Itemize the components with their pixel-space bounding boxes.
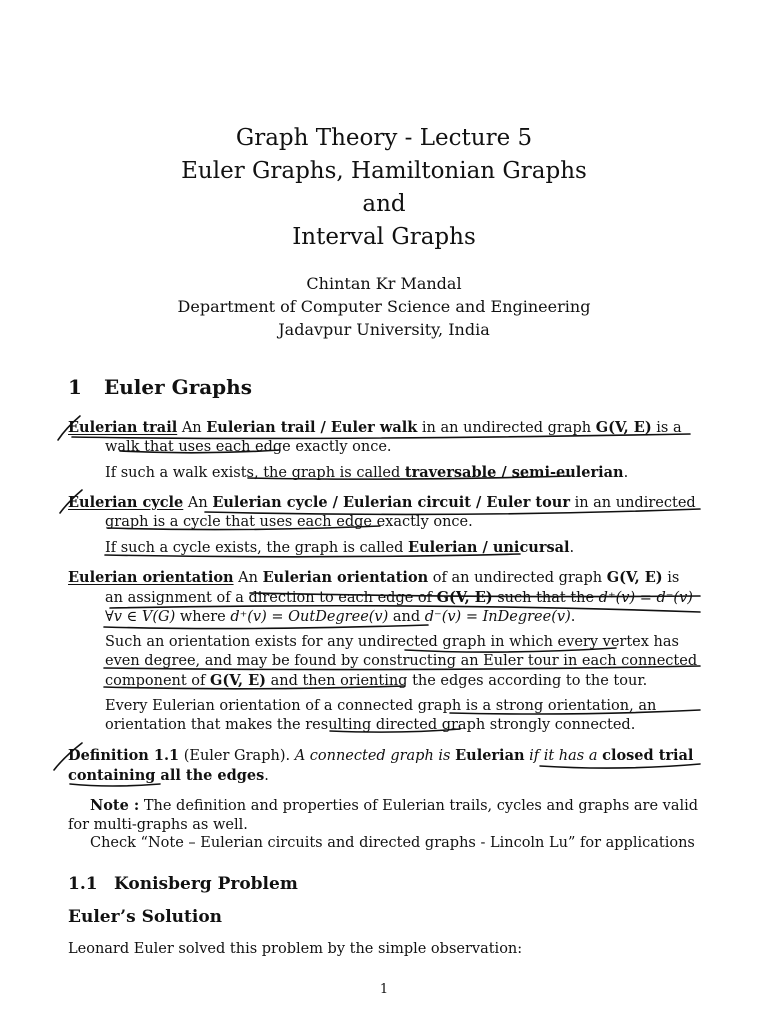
graph-notation: G(V, E) [436,589,493,606]
graph-notation: G(V, E) [606,569,663,586]
euler-solution-heading: Euler’s Solution [68,907,223,927]
eulerian-trail-term: Eulerian trail [68,419,178,436]
subsection-title: Konisberg Problem [114,874,298,894]
note-label: Note : [90,797,140,814]
text-fragment: If such a cycle exists, the graph is called [105,540,404,556]
title-line-3: and [362,191,406,217]
section-number: 1 [68,375,82,399]
author-name: Chintan Kr Mandal [306,274,462,293]
text-fragment: . [264,768,269,784]
text-fragment: is a walk that uses each edge exactly once. [105,420,682,455]
text-fragment: . [623,465,629,481]
graph-notation: G(V, E) [210,672,266,689]
eulerian-cycle-entry [68,493,700,558]
text-fragment: A connected graph is [294,748,451,764]
traversable-bold: traversable / semi-eulerian [404,464,624,481]
text-fragment: of an undirected graph [432,570,603,586]
text-fragment: An [187,495,208,511]
subsection-heading [68,875,298,894]
note-paragraph [68,796,700,835]
text-fragment: if it has a [529,748,598,764]
author-block [0,272,768,341]
text-fragment: and [392,609,421,625]
text-fragment: Check “Note – Eulerian circuits and directed graphs - Lincoln Lu” for applications [90,835,695,851]
title-block [0,122,768,254]
eulerian-cycle-term: Eulerian cycle [68,494,184,511]
eulerian-orientation-term: Eulerian orientation [68,569,234,586]
note-check-line [68,834,700,853]
text-fragment: is an assignment of a direction to each edge of [105,570,680,606]
subsection-number: 1.1 [68,874,98,894]
euler-solution-text: Leonard Euler solved this problem by the simple observation: [68,941,523,957]
page-number: 1 [379,982,389,997]
text-fragment: (Euler Graph). [183,748,291,764]
eulerian-trail-entry [68,418,700,483]
section-heading [68,375,252,399]
eulerian-cycle-bold: Eulerian cycle / Eulerian circuit / Euler tour [212,494,570,511]
text-fragment: such that the [497,590,595,606]
outdegree-definition: d⁺(v) = OutDegree(v) [230,609,389,625]
eulerian-trail-bold: Eulerian trail / Euler walk [206,419,418,436]
eulerian-bold: Eulerian [455,747,525,764]
text-fragment: and then orienting the edges according to the tour. [270,673,648,689]
text-fragment: Such an orientation exists for any undirected graph in which every vertex has even degree, and may be found by constructing an Euler tour in each connected component of [105,634,698,689]
definition-label: Definition 1.1 [68,747,180,764]
section-title: Euler Graphs [104,375,252,399]
eulerian-orientation-entry: Eulerian orientation An Eulerian orientation of an undirected graph G(V, E) is an assignment of a direction to each edge of G(V, E) such that the d⁺(v) = d⁻(v) ∀v ∈ V(G) where d⁺(v) = OutDegree(v) and d⁻(v) = InDegree(v). Such an orientation exists for any undirected graph in which every vertex has even degree, and may be found by constructing an Euler tour in each connected component of G(V, E) and then orienting the edges according to the tour. Every Eulerian orientation of a connected graph is a strong orientation, an orientation that makes the resulting directed graph strongly connected. [68,568,700,735]
text-fragment: . [569,540,575,556]
author-university: Jadavpur University, India [278,320,490,339]
title-line-1: Graph Theory - Lecture 5 [235,125,533,151]
author-department: Department of Computer Science and Engineering [177,297,591,316]
graph-notation: G(V, E) [595,419,652,436]
text-fragment: in an undirected graph is a cycle that uses each edge exactly once. [105,495,696,530]
text-fragment: The definition and properties of Eulerian trails, cycles and graphs are valid for multi-graphs as well. [68,798,699,833]
definition-1-1 [68,746,700,786]
closed-trial-bold: closed trial containing all the edges [68,747,694,784]
title-line-2: Euler Graphs, Hamiltonian Graphs [181,158,587,184]
title-line-4: Interval Graphs [292,224,476,250]
degree-equation: d⁺(v) = d⁻(v) ∀v ∈ V(G) [105,590,693,625]
orientation-paragraph-3 [68,697,700,735]
text-fragment: Every Eulerian orientation of a connected graph is a strong orientation, an orientation that makes the resulting directed graph strongly connected. [105,698,657,733]
cycle-note [68,538,700,558]
orientation-paragraph-2 [68,633,700,691]
eulerian-orientation-bold: Eulerian orientation [262,569,429,586]
trail-note [68,463,700,483]
indegree-definition: d⁻(v) = InDegree(v) [424,609,571,625]
text-fragment: where [179,609,226,625]
text-fragment: If such a walk exists, the graph is called [105,465,401,481]
text-fragment: An [181,420,202,436]
eulerian-unicursal-bold: Eulerian / unicursal [408,539,570,556]
text-fragment: An [238,570,258,586]
text-fragment: in an undirected graph [421,420,592,436]
